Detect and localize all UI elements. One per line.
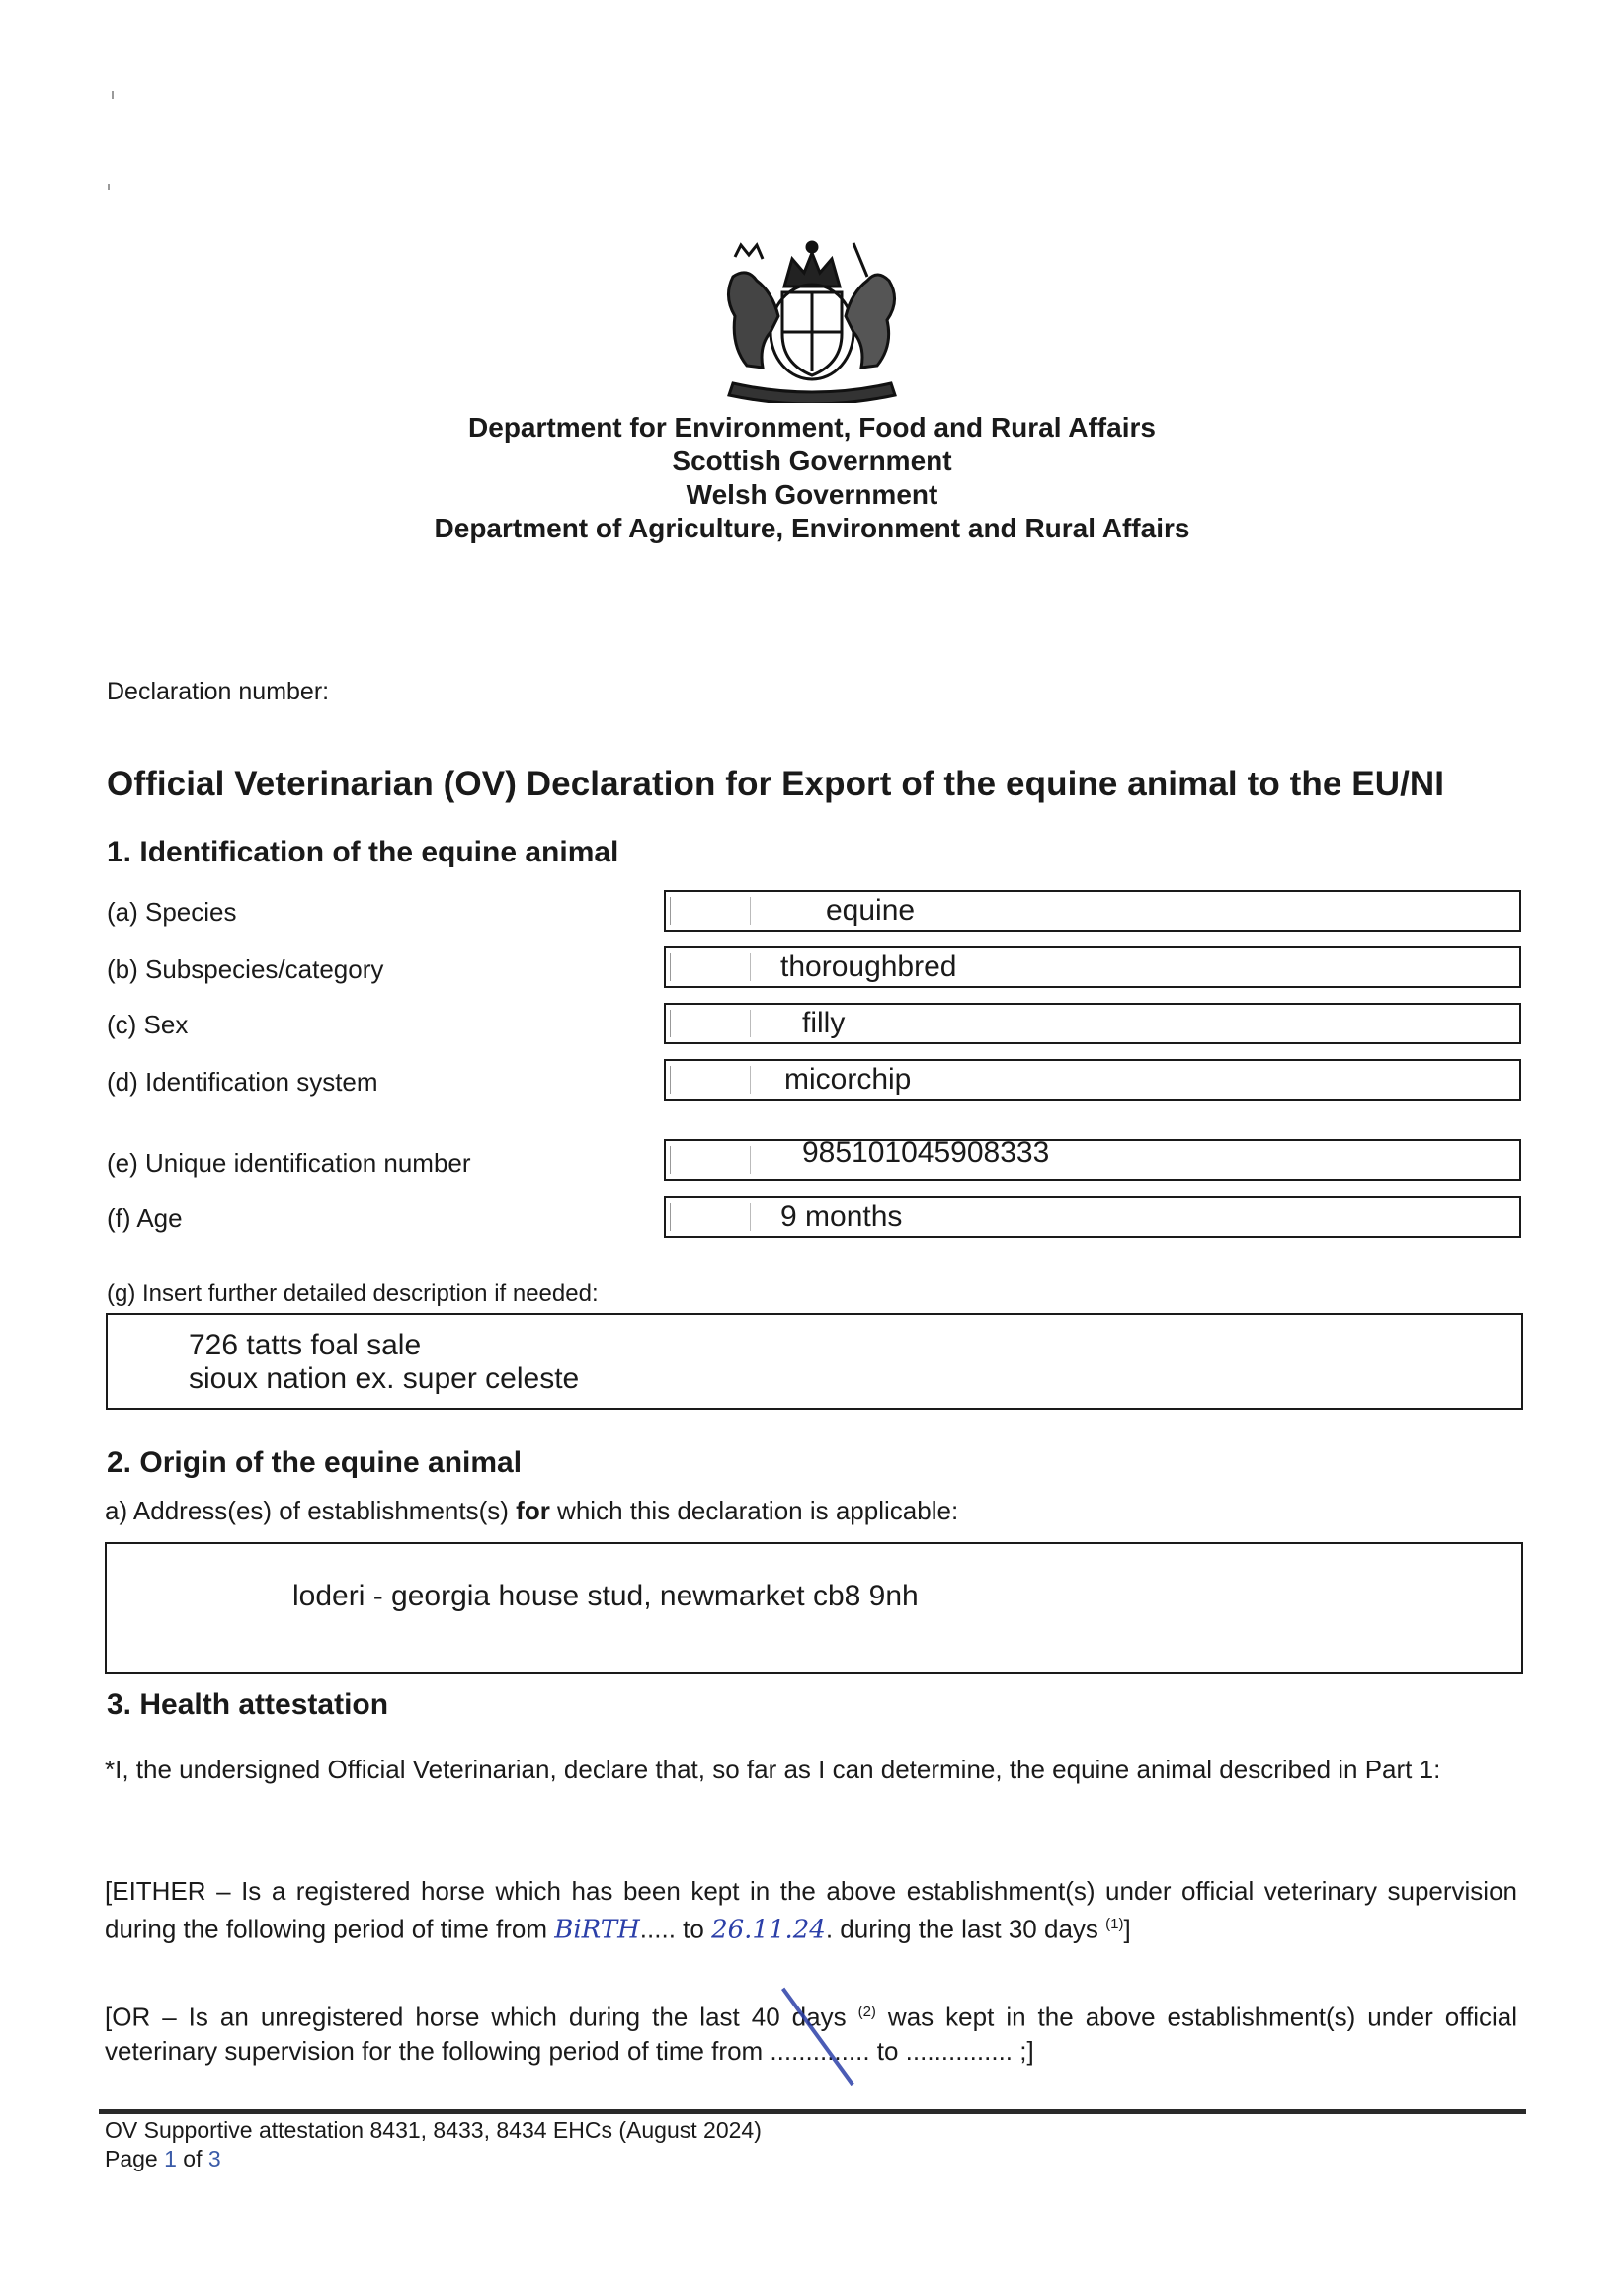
to-date-handwritten[interactable]: 26.11.24 bbox=[711, 1915, 826, 1945]
org-welsh-government: Welsh Government bbox=[686, 479, 938, 510]
org-scottish-government: Scottish Government bbox=[672, 446, 952, 476]
description-line: sioux nation ex. super celeste bbox=[189, 1362, 580, 1395]
document-title: Official Veterinarian (OV) Declaration for Export of the equine animal to the EU/NI bbox=[107, 765, 1445, 803]
species-label: (a) Species bbox=[107, 897, 237, 927]
unique-id-value: 985101045908333 bbox=[802, 1136, 1050, 1169]
page-indicator: Page 1 of 3 bbox=[105, 2146, 221, 2171]
section-3-heading: 3. Health attestation bbox=[107, 1688, 389, 1721]
species-value: equine bbox=[826, 894, 916, 927]
sex-value: filly bbox=[802, 1007, 846, 1039]
sex-field[interactable] bbox=[664, 1003, 1521, 1044]
identification-system-value: micorchip bbox=[784, 1063, 912, 1096]
either-clause: [EITHER – Is a registered horse which has been kept in the above establishment(s) under official veterinary supervision during the following period of time from BiRTH..... to 26.11.24. during the last 30 days $^{(1)}$] bbox=[105, 1876, 1517, 1945]
royal-coat-of-arms-icon bbox=[713, 237, 911, 403]
sex-label: (c) Sex bbox=[107, 1010, 189, 1039]
section-2-heading: 2. Origin of the equine animal bbox=[107, 1446, 523, 1479]
or-clause: [OR – Is an unregistered horse which during the last 40 days $^{(2)}$ was kept in the above establishment(s) under official veterinary supervision for the following period of time from .............. to ............... ;] bbox=[105, 2002, 1517, 2066]
subspecies-field[interactable] bbox=[664, 946, 1521, 988]
attestation-intro: *I, the undersigned Official Veterinarian, declare that, so far as I can determine, the equine animal described in Part 1: bbox=[105, 1755, 1441, 1784]
age-label: (f) Age bbox=[107, 1203, 183, 1233]
org-daera: Department of Agriculture, Environment and Rural Affairs bbox=[434, 513, 1190, 543]
age-value: 9 months bbox=[780, 1200, 903, 1233]
age-field[interactable] bbox=[664, 1196, 1521, 1238]
unique-id-label: (e) Unique identification number bbox=[107, 1148, 471, 1178]
subspecies-value: thoroughbred bbox=[780, 950, 957, 983]
declaration-number-label: Declaration number: bbox=[107, 678, 330, 705]
description-label: (g) Insert further detailed description if needed: bbox=[107, 1280, 599, 1307]
section-1-heading: 1. Identification of the equine animal bbox=[107, 836, 619, 868]
address-field[interactable] bbox=[105, 1542, 1523, 1674]
org-defra: Department for Environment, Food and Rural Affairs bbox=[468, 412, 1156, 443]
from-date-handwritten[interactable]: BiRTH bbox=[554, 1915, 640, 1945]
subspecies-label: (b) Subspecies/category bbox=[107, 954, 384, 984]
identification-system-field[interactable] bbox=[664, 1059, 1521, 1101]
scan-mark bbox=[108, 184, 110, 190]
footer-reference: OV Supportive attestation 8431, 8433, 8434 EHCs (August 2024) bbox=[105, 2117, 762, 2143]
description-line: 726 tatts foal sale bbox=[189, 1329, 422, 1361]
unique-id-field[interactable] bbox=[664, 1136, 1521, 1181]
species-field[interactable] bbox=[664, 890, 1521, 932]
footer-divider bbox=[99, 2109, 1526, 2114]
address-label: a) Address(es) of establishments(s) for which this declaration is applicable: bbox=[105, 1496, 959, 1525]
scan-mark bbox=[112, 91, 114, 99]
identification-system-label: (d) Identification system bbox=[107, 1067, 378, 1097]
description-field[interactable] bbox=[106, 1313, 1523, 1410]
address-value: loderi - georgia house stud, newmarket cb8 9nh bbox=[292, 1580, 919, 1612]
declaration-number-field[interactable] bbox=[365, 678, 761, 707]
